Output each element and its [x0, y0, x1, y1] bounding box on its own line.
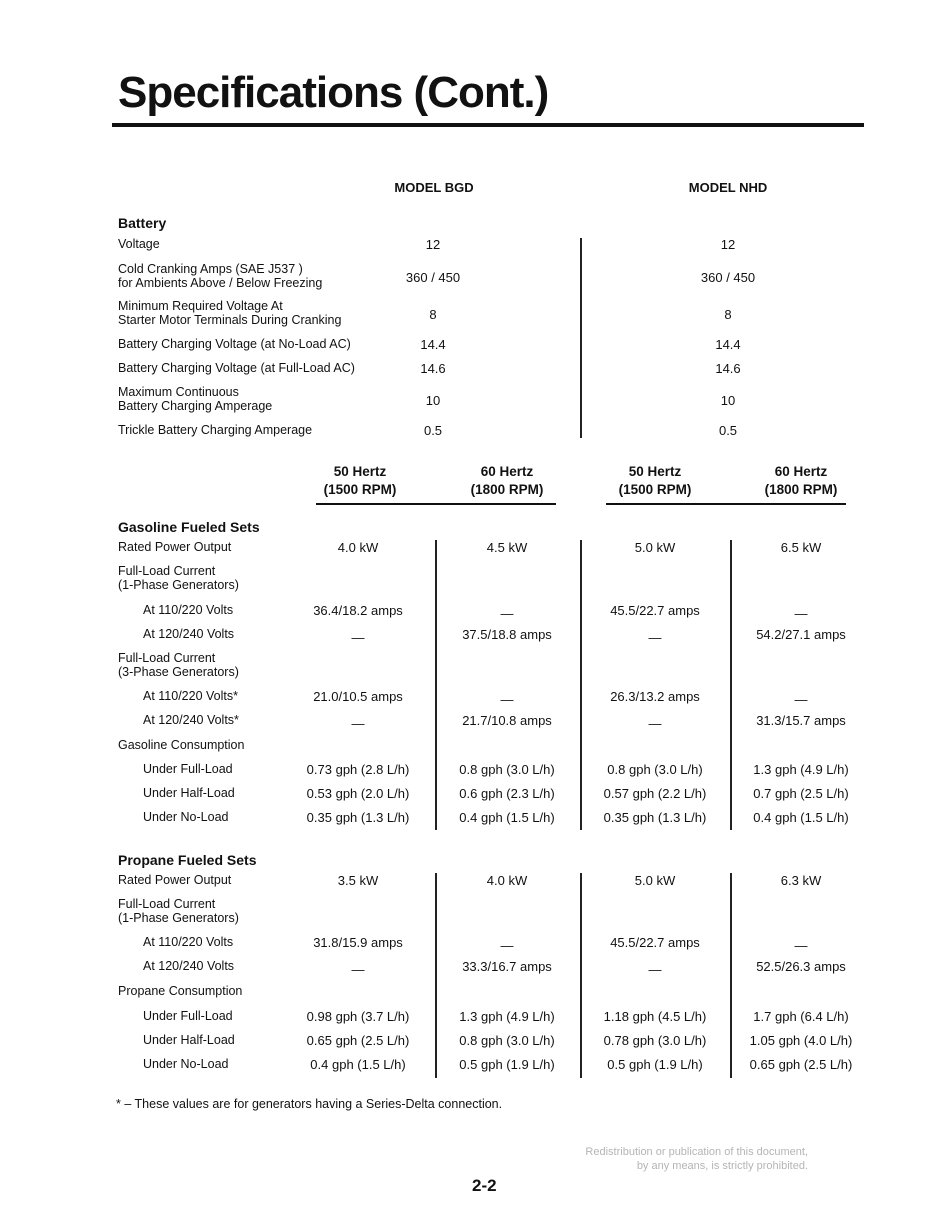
gas-divider-3: [730, 540, 732, 830]
empty-cell: —: [794, 606, 808, 621]
cell-value: 1.05 gph (4.0 L/h): [749, 1033, 853, 1048]
cell-value: 0.5 gph (1.9 L/h): [459, 1057, 555, 1072]
cell-value: 45.5/22.7 amps: [610, 603, 700, 618]
empty-cell: —: [500, 606, 514, 621]
battery-nhd-value: 14.6: [715, 361, 741, 376]
battery-row-label: [118, 237, 160, 251]
gasoline-row-label: [143, 786, 235, 800]
cell-value: 0.53 gph (2.0 L/h): [306, 786, 410, 801]
freq-header: [619, 463, 692, 499]
label-line: Minimum Required Voltage At: [118, 299, 283, 313]
cell-value: 4.5 kW: [486, 540, 528, 555]
cell-value: 1.18 gph (4.5 L/h): [603, 1009, 707, 1024]
cell-value: 0.6 gph (2.3 L/h): [459, 786, 555, 801]
empty-cell: —: [648, 716, 662, 731]
cell-value: 1.7 gph (6.4 L/h): [753, 1009, 849, 1024]
cell-value: 0.35 gph (1.3 L/h): [603, 810, 707, 825]
freq-header: [324, 463, 397, 499]
label-line: Rated Power Output: [118, 540, 232, 554]
battery-nhd-value: 360 / 450: [700, 270, 756, 285]
propane-row-label: [118, 897, 239, 925]
label-line: Full-Load Current: [118, 564, 216, 578]
label-line: Under Half-Load: [143, 1033, 235, 1047]
prop-divider-2: [580, 873, 582, 1078]
empty-cell: —: [794, 938, 808, 953]
cell-value: 4.0 kW: [337, 540, 379, 555]
battery-nhd-value: 14.4: [715, 337, 741, 352]
label-line: (3-Phase Generators): [118, 665, 239, 679]
label-line: Under Full-Load: [143, 1009, 233, 1023]
nhd-underline: [606, 503, 846, 505]
propane-row-label: [143, 935, 233, 949]
battery-row-label: [118, 262, 322, 290]
cell-value: 5.0 kW: [634, 540, 676, 555]
cell-value: 0.4 gph (1.5 L/h): [459, 810, 555, 825]
cell-value: 0.98 gph (3.7 L/h): [306, 1009, 410, 1024]
propane-row-label: [143, 1033, 235, 1047]
freq-hz: 50 Hertz: [333, 464, 387, 479]
empty-cell: —: [351, 630, 365, 645]
battery-nhd-value: 0.5: [718, 423, 738, 438]
cell-value: 31.8/15.9 amps: [313, 935, 403, 950]
battery-bgd-value: 360 / 450: [405, 270, 461, 285]
freq-header: [765, 463, 838, 499]
gasoline-row-label: [143, 762, 233, 776]
label-line: Full-Load Current: [118, 651, 216, 665]
freq-rpm: (1500 RPM): [618, 482, 692, 497]
cell-value: 1.3 gph (4.9 L/h): [753, 762, 849, 777]
empty-cell: —: [351, 716, 365, 731]
label-line: Battery Charging Voltage (at No-Load AC): [118, 337, 351, 351]
propane-row-label: [118, 984, 242, 998]
propane-row-label: [143, 1057, 228, 1071]
title-rule: [112, 123, 864, 127]
cell-value: 0.73 gph (2.8 L/h): [306, 762, 410, 777]
cell-value: 45.5/22.7 amps: [610, 935, 700, 950]
freq-hz: 60 Hertz: [480, 464, 534, 479]
cell-value: 0.4 gph (1.5 L/h): [753, 810, 849, 825]
cell-value: 5.0 kW: [634, 873, 676, 888]
label-line: Under Half-Load: [143, 786, 235, 800]
empty-cell: —: [500, 692, 514, 707]
label-line: Under No-Load: [143, 1057, 229, 1071]
label-line: Battery Charging Voltage (at Full-Load AC): [118, 361, 355, 375]
cell-value: 0.5 gph (1.9 L/h): [607, 1057, 703, 1072]
battery-divider: [580, 238, 582, 438]
gasoline-row-label: [143, 810, 228, 824]
page-title: Specifications (Cont.): [118, 68, 549, 117]
legal-line: Redistribution or publication of this document,: [585, 1146, 808, 1158]
label-line: Full-Load Current: [118, 897, 216, 911]
label-line: Cold Cranking Amps (SAE J537 ): [118, 262, 303, 276]
gasoline-row-label: [118, 564, 239, 592]
prop-divider-3: [730, 873, 732, 1078]
battery-bgd-value: 14.4: [420, 337, 446, 352]
battery-row-label: [118, 423, 312, 437]
cell-value: 26.3/13.2 amps: [610, 689, 700, 704]
label-line: Starter Motor Terminals During Cranking: [118, 313, 342, 327]
gasoline-heading: Gasoline Fueled Sets: [118, 519, 260, 535]
cell-value: 6.5 kW: [780, 540, 822, 555]
propane-row-label: [143, 959, 234, 973]
freq-hz: 50 Hertz: [628, 464, 682, 479]
label-line: At 120/240 Volts*: [143, 713, 239, 727]
gasoline-row-label: [118, 738, 244, 752]
gasoline-row-label: [118, 651, 239, 679]
cell-value: 0.8 gph (3.0 L/h): [459, 1033, 555, 1048]
cell-value: 0.35 gph (1.3 L/h): [306, 810, 410, 825]
cell-value: 0.57 gph (2.2 L/h): [603, 786, 707, 801]
battery-bgd-value: 8: [429, 307, 437, 322]
battery-bgd-value: 0.5: [423, 423, 443, 438]
battery-bgd-value: 12: [425, 237, 441, 252]
gas-divider-1: [435, 540, 437, 830]
cell-value: 54.2/27.1 amps: [756, 627, 846, 642]
propane-row-label: [143, 1009, 233, 1023]
freq-header: [471, 463, 544, 499]
cell-value: 21.7/10.8 amps: [462, 713, 552, 728]
battery-nhd-value: 8: [724, 307, 732, 322]
page-number: 2-2: [472, 1176, 497, 1195]
empty-cell: —: [500, 938, 514, 953]
label-line: At 120/240 Volts: [143, 627, 235, 641]
label-line: Under Full-Load: [143, 762, 233, 776]
cell-value: 33.3/16.7 amps: [462, 959, 552, 974]
label-line: Battery Charging Amperage: [118, 399, 273, 413]
freq-rpm: (1800 RPM): [470, 482, 544, 497]
cell-value: 0.7 gph (2.5 L/h): [753, 786, 849, 801]
cell-value: 52.5/26.3 amps: [756, 959, 846, 974]
cell-value: 36.4/18.2 amps: [313, 603, 403, 618]
battery-bgd-value: 14.6: [420, 361, 446, 376]
propane-row-label: [118, 873, 231, 887]
cell-value: 21.0/10.5 amps: [313, 689, 403, 704]
gasoline-row-label: [143, 603, 233, 617]
label-line: Rated Power Output: [118, 873, 232, 887]
battery-row-label: [118, 337, 351, 351]
label-line: Voltage: [118, 237, 160, 251]
cell-value: 3.5 kW: [337, 873, 379, 888]
empty-cell: —: [648, 630, 662, 645]
propane-heading: Propane Fueled Sets: [118, 852, 257, 868]
legal-line: by any means, is strictly prohibited.: [636, 1160, 808, 1172]
gasoline-row-label: [143, 713, 239, 727]
cell-value: 0.8 gph (3.0 L/h): [459, 762, 555, 777]
empty-cell: —: [648, 962, 662, 977]
bgd-underline: [316, 503, 556, 505]
cell-value: 0.4 gph (1.5 L/h): [310, 1057, 406, 1072]
label-line: Maximum Continuous: [118, 385, 239, 399]
label-line: At 110/220 Volts: [143, 603, 234, 617]
empty-cell: —: [794, 692, 808, 707]
battery-nhd-value: 12: [720, 237, 736, 252]
cell-value: 6.3 kW: [780, 873, 822, 888]
freq-rpm: (1800 RPM): [764, 482, 838, 497]
footnote: * – These values are for generators having a Series-Delta connection.: [116, 1097, 503, 1111]
prop-divider-1: [435, 873, 437, 1078]
cell-value: 4.0 kW: [486, 873, 528, 888]
battery-row-label: [118, 385, 272, 413]
label-line: Gasoline Consumption: [118, 738, 245, 752]
cell-value: 1.3 gph (4.9 L/h): [459, 1009, 555, 1024]
freq-hz: 60 Hertz: [774, 464, 828, 479]
gas-divider-2: [580, 540, 582, 830]
gasoline-row-label: [143, 627, 234, 641]
cell-value: 0.8 gph (3.0 L/h): [607, 762, 703, 777]
cell-value: 0.65 gph (2.5 L/h): [306, 1033, 410, 1048]
legal-notice: [508, 1145, 808, 1173]
gasoline-row-label: [118, 540, 231, 554]
model-nhd-header: MODEL NHD: [688, 180, 768, 195]
label-line: At 110/220 Volts*: [143, 689, 238, 703]
battery-nhd-value: 10: [720, 393, 736, 408]
freq-rpm: (1500 RPM): [323, 482, 397, 497]
battery-heading: Battery: [118, 215, 167, 231]
label-line: Propane Consumption: [118, 984, 243, 998]
battery-row-label: [118, 299, 341, 327]
cell-value: 37.5/18.8 amps: [462, 627, 552, 642]
cell-value: 0.65 gph (2.5 L/h): [749, 1057, 853, 1072]
label-line: At 110/220 Volts: [143, 935, 234, 949]
empty-cell: —: [351, 962, 365, 977]
label-line: At 120/240 Volts: [143, 959, 235, 973]
battery-bgd-value: 10: [425, 393, 441, 408]
label-line: (1-Phase Generators): [118, 911, 239, 925]
cell-value: 31.3/15.7 amps: [756, 713, 846, 728]
model-bgd-header: MODEL BGD: [394, 180, 474, 195]
label-line: Under No-Load: [143, 810, 229, 824]
gasoline-row-label: [143, 689, 238, 703]
label-line: for Ambients Above / Below Freezing: [118, 276, 323, 290]
label-line: (1-Phase Generators): [118, 578, 239, 592]
label-line: Trickle Battery Charging Amperage: [118, 423, 313, 437]
battery-row-label: [118, 361, 355, 375]
cell-value: 0.78 gph (3.0 L/h): [603, 1033, 707, 1048]
